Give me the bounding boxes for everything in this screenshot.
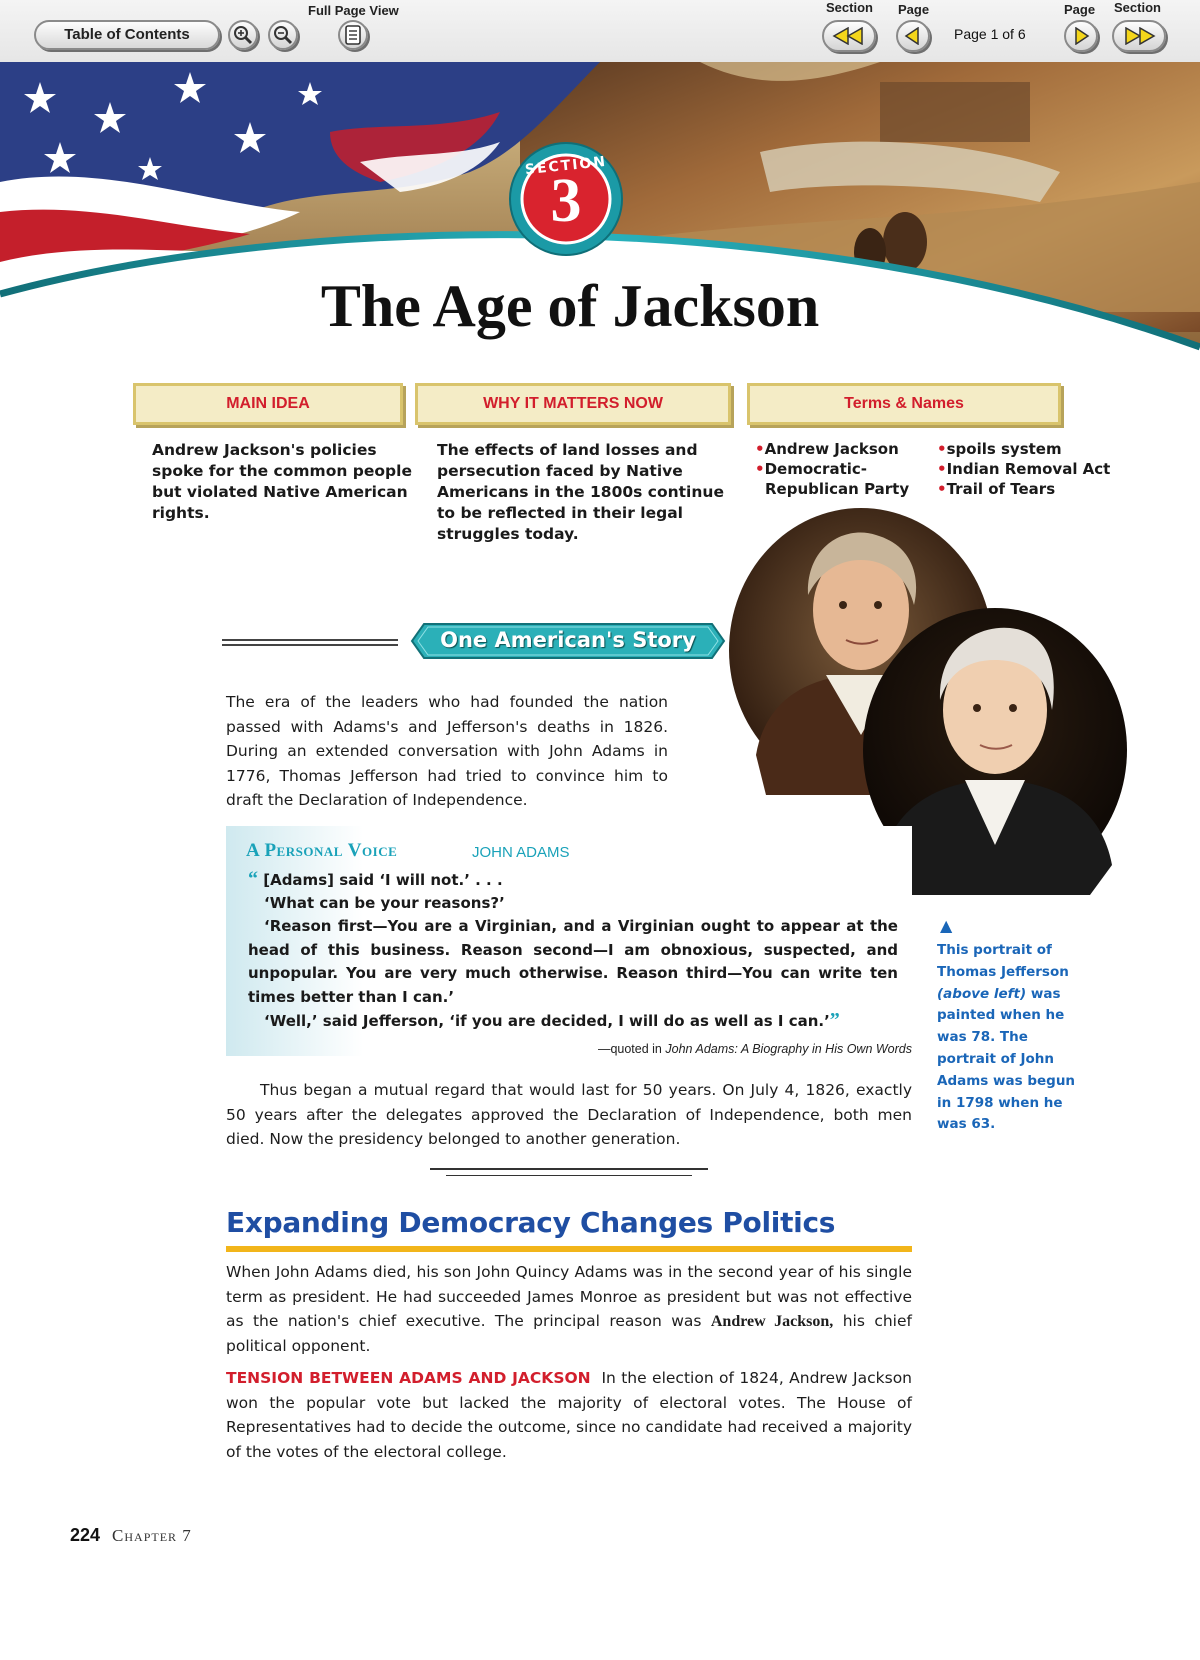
section-paragraph-1	[226, 1260, 912, 1358]
tension-subhead: TENSION BETWEEN ADAMS AND JACKSON	[226, 1369, 591, 1387]
page-label-right: Page	[1064, 2, 1096, 17]
next-page-button[interactable]	[1064, 20, 1098, 52]
para1-end: his chief political opponent.	[226, 1312, 912, 1355]
main-idea-text: Andrew Jackson's policies spoke for the common people but violated Native American rights.	[152, 441, 412, 522]
full-page-view-button[interactable]	[338, 20, 368, 50]
quote-citation	[500, 1042, 912, 1056]
table-of-contents-button[interactable]: Table of Contents	[34, 20, 220, 50]
page-number: 224	[70, 1525, 101, 1545]
close-quote-mark: ”	[829, 1009, 840, 1031]
zoom-in-icon	[232, 24, 254, 46]
quote-line-2: ‘What can be your reasons?’	[264, 894, 505, 912]
caption-arrow-icon: ▲	[940, 916, 953, 935]
main-idea-tab: MAIN IDEA	[133, 383, 403, 425]
terms-list-left	[755, 439, 935, 499]
section-heading: Expanding Democracy Changes Politics	[226, 1206, 836, 1239]
page-label-left: Page	[898, 2, 930, 17]
personal-voice-heading	[246, 840, 397, 862]
double-left-arrow-icon	[832, 27, 866, 45]
why-it-matters-text: The effects of land losses and persecution faced by Native Americans in the 1800s continue to be reflected in their legal struggles today.	[437, 441, 724, 543]
banner-title: One American's Story	[440, 628, 696, 652]
term-item: • Indian Removal Act	[937, 459, 1117, 479]
quote-line-4	[248, 1009, 898, 1034]
zoom-in-button[interactable]	[228, 20, 258, 50]
terms-names-tab: Terms & Names	[747, 383, 1061, 425]
double-right-arrow-icon	[1122, 27, 1156, 45]
open-quote-mark: “	[248, 868, 258, 890]
term-item: • spoils system	[937, 439, 1117, 459]
next-section-button[interactable]	[1112, 20, 1166, 52]
voice-heading-rest: Personal Voice	[264, 840, 398, 861]
zoom-out-button[interactable]	[268, 20, 298, 50]
citation-prefix: —quoted in	[597, 1042, 666, 1056]
why-it-matters-tab: WHY IT MATTERS NOW	[415, 383, 731, 425]
section-label-left: Section	[826, 0, 873, 15]
terms-list-right	[937, 439, 1117, 499]
section-number: 3	[550, 167, 582, 235]
one-americans-story-banner	[410, 622, 726, 660]
section-heading-rule	[226, 1246, 912, 1252]
quote-line-3: ‘Reason first—You are a Virginian, and a Virginian ought to appear at the head of this business. Reason second—I am obnoxious, suspected, and unpopular. You are very much otherwise. Reason third—You can write ten times better than I can.’	[248, 917, 898, 1006]
divider-rule-bottom	[446, 1175, 692, 1176]
term-item: • Andrew Jackson	[755, 439, 935, 459]
previous-page-button[interactable]	[896, 20, 930, 52]
zoom-out-icon	[272, 24, 294, 46]
divider-rule-top	[430, 1168, 708, 1170]
full-page-view-label: Full Page View	[308, 3, 399, 18]
after-quote-paragraph: Thus began a mutual regard that would last for 50 years. On July 4, 1826, exactly 50 years after the delegates approved the Declaration of Independence, both men died. Now the presidency belonged to another generation.	[226, 1081, 912, 1148]
story-intro-paragraph: The era of the leaders who had founded the nation passed with Adams's and Jefferson's deaths in 1826. During an extended conversation with John Adams in 1776, Thomas Jefferson had tried to convince him to draft the Declaration of Independence.	[226, 693, 668, 809]
term-item: • Trail of Tears	[937, 479, 1117, 499]
reader-toolbar	[0, 0, 1200, 62]
para1-bold-term: Andrew Jackson,	[710, 1313, 834, 1330]
para1-start: When John Adams died, his son John Quincy Adams was in the second year of his single term as president. He had succeeded James Monroe as president but was not effective as the nation's chief executive. The principal reason was	[226, 1263, 912, 1330]
page-indicator: Page 1 of 6	[954, 26, 1026, 42]
right-arrow-icon	[1072, 27, 1090, 45]
section-badge	[507, 140, 625, 258]
page-view-icon	[344, 25, 362, 45]
quote-line-1	[248, 868, 898, 893]
portrait-caption	[937, 940, 1077, 1136]
voice-heading-letter: A	[246, 840, 260, 861]
banner-rule-left	[222, 639, 398, 646]
term-item: • Democratic-Republican Party	[755, 459, 935, 499]
chapter-label: Chapter 7	[112, 1526, 192, 1545]
section-paragraph-2	[226, 1366, 912, 1464]
section-label-right: Section	[1114, 0, 1161, 15]
personal-voice-source: JOHN ADAMS	[472, 844, 570, 861]
quote-text-4: ‘Well,’ said Jefferson, ‘if you are decided, I will do as well as I can.’	[264, 1012, 830, 1030]
para2-text: In the election of 1824, Andrew Jackson won the popular vote but lacked the majority of electoral votes. The House of Representatives had to decide the outcome, since no candidate had received a majority of the votes of the electoral college.	[226, 1369, 913, 1461]
left-arrow-icon	[904, 27, 922, 45]
caption-text-2: was painted when he was 78. The portrait of John Adams was begun in 1798 when he was 63.	[937, 985, 1076, 1133]
section-word: SECTION	[524, 153, 608, 179]
quote-text-1: [Adams] said ‘I will not.’ . . .	[263, 871, 503, 889]
previous-section-button[interactable]	[822, 20, 876, 52]
citation-title: John Adams: A Biography in His Own Words	[665, 1042, 912, 1056]
page-title: The Age of Jackson	[320, 273, 820, 339]
caption-italic: (above left)	[937, 985, 1027, 1002]
page-footer	[70, 1525, 192, 1546]
caption-text-1: This portrait of Thomas Jefferson	[937, 942, 1069, 980]
